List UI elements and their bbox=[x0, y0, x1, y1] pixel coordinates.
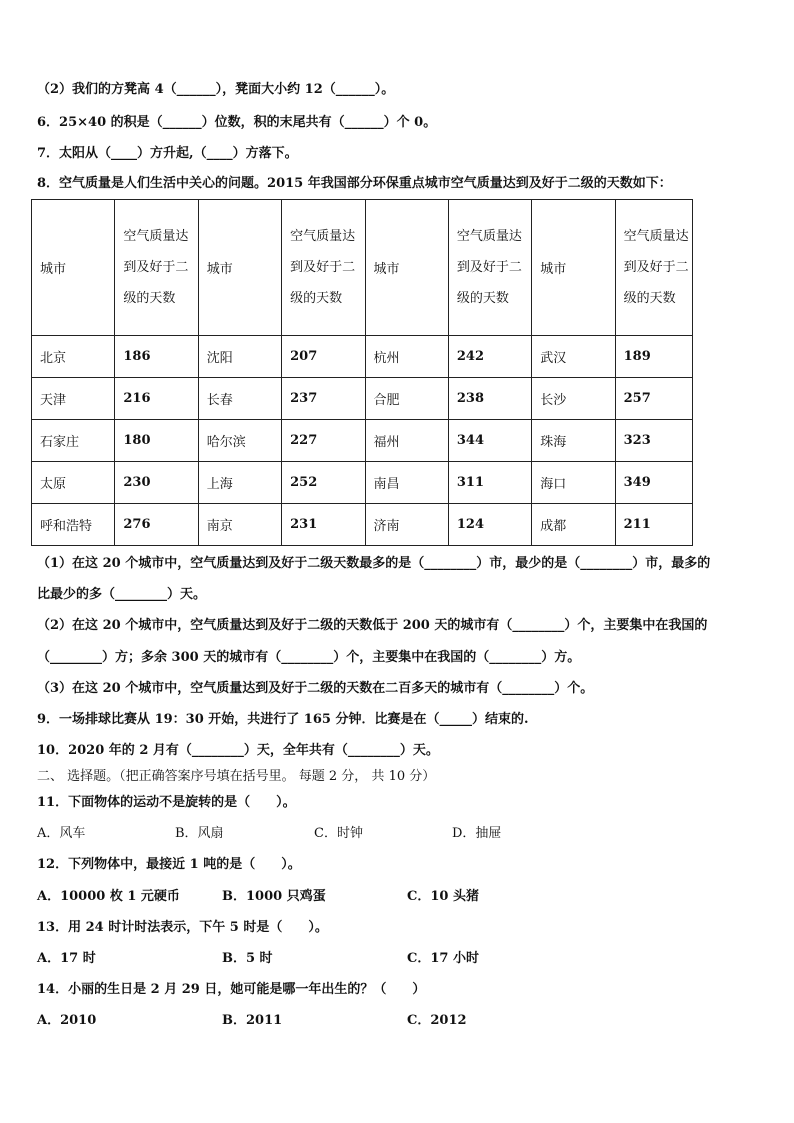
question-10: 10．2020 年的 2 月有（________）天，全年共有（________）天。 bbox=[37, 743, 439, 758]
q13-option-a: A．17 时 bbox=[37, 951, 96, 966]
days-cell: 216 bbox=[115, 378, 198, 420]
header-city: 城市 bbox=[198, 200, 281, 336]
city-cell: 珠海 bbox=[532, 420, 615, 462]
table-row bbox=[32, 420, 693, 462]
days-cell: 238 bbox=[448, 378, 531, 420]
header-days: 空气质量达到及好于二级的天数 bbox=[615, 200, 692, 336]
header-days: 空气质量达到及好于二级的天数 bbox=[115, 200, 198, 336]
days-cell: 207 bbox=[282, 336, 365, 378]
q11-option-a: A．风车 bbox=[37, 826, 86, 841]
question-14: 14．小丽的生日是 2 月 29 日，她可能是哪一年出生的？（ ） bbox=[37, 982, 426, 997]
question-9: 9．一场排球比赛从 19：30 开始，共进行了 165 分钟．比赛是在（_____）结束的. bbox=[37, 712, 529, 727]
table-header-row bbox=[32, 200, 693, 336]
city-cell: 沈阳 bbox=[198, 336, 281, 378]
header-city: 城市 bbox=[32, 200, 115, 336]
days-cell: 186 bbox=[115, 336, 198, 378]
question-8: 8．空气质量是人们生活中关心的问题。2015 年我国部分环保重点城市空气质量达到及好于二级的天数如下： bbox=[37, 176, 672, 191]
section-2-heading: 二、 选择题。（把正确答案序号填在括号里。 每题 2 分， 共 10 分） bbox=[37, 769, 436, 784]
q14-option-c: C．2012 bbox=[407, 1013, 467, 1028]
question-8-part-3: （3）在这 20 个城市中，空气质量达到及好于二级的天数在二百多天的城市有（________）个。 bbox=[37, 681, 594, 696]
days-cell: 180 bbox=[115, 420, 198, 462]
city-cell: 杭州 bbox=[365, 336, 448, 378]
header-city: 城市 bbox=[532, 200, 615, 336]
days-cell: 231 bbox=[282, 504, 365, 546]
table-row bbox=[32, 336, 693, 378]
city-cell: 武汉 bbox=[532, 336, 615, 378]
header-days: 空气质量达到及好于二级的天数 bbox=[448, 200, 531, 336]
days-cell: 237 bbox=[282, 378, 365, 420]
question-8-part-2a: （2）在这 20 个城市中，空气质量达到及好于二级的天数低于 200 天的城市有（________）个，主要集中在我国的 bbox=[37, 618, 708, 633]
city-cell: 上海 bbox=[198, 462, 281, 504]
q11-option-d: D．抽屉 bbox=[452, 826, 502, 841]
question-8-part-1b: 比最少的多（________）天。 bbox=[37, 587, 207, 602]
days-cell: 242 bbox=[448, 336, 531, 378]
q14-option-b: B．2011 bbox=[222, 1013, 283, 1028]
city-cell: 哈尔滨 bbox=[198, 420, 281, 462]
q12-option-a: A．10000 枚 1 元硬币 bbox=[37, 889, 180, 904]
city-cell: 福州 bbox=[365, 420, 448, 462]
q13-option-c: C．17 小时 bbox=[407, 951, 479, 966]
days-cell: 257 bbox=[615, 378, 692, 420]
city-cell: 天津 bbox=[32, 378, 115, 420]
days-cell: 323 bbox=[615, 420, 692, 462]
city-cell: 海口 bbox=[532, 462, 615, 504]
days-cell: 276 bbox=[115, 504, 198, 546]
q14-option-a: A．2010 bbox=[37, 1013, 97, 1028]
table-row bbox=[32, 462, 693, 504]
city-cell: 长沙 bbox=[532, 378, 615, 420]
days-cell: 252 bbox=[282, 462, 365, 504]
q11-option-b: B．风扇 bbox=[175, 826, 224, 841]
city-cell: 成都 bbox=[532, 504, 615, 546]
q12-option-b: B．1000 只鸡蛋 bbox=[222, 889, 326, 904]
q13-option-b: B．5 时 bbox=[222, 951, 273, 966]
city-cell: 济南 bbox=[365, 504, 448, 546]
days-cell: 230 bbox=[115, 462, 198, 504]
days-cell: 124 bbox=[448, 504, 531, 546]
air-quality-table bbox=[31, 199, 693, 546]
days-cell: 344 bbox=[448, 420, 531, 462]
city-cell: 长春 bbox=[198, 378, 281, 420]
question-6: 6．25×40 的积是（______）位数，积的末尾共有（______）个 0。 bbox=[37, 115, 437, 130]
city-cell: 石家庄 bbox=[32, 420, 115, 462]
city-cell: 太原 bbox=[32, 462, 115, 504]
days-cell: 311 bbox=[448, 462, 531, 504]
days-cell: 189 bbox=[615, 336, 692, 378]
question-13: 13．用 24 时计时法表示，下午 5 时是（ ）。 bbox=[37, 920, 328, 935]
q11-option-c: C．时钟 bbox=[314, 826, 363, 841]
table-row bbox=[32, 504, 693, 546]
days-cell: 227 bbox=[282, 420, 365, 462]
days-cell: 211 bbox=[615, 504, 692, 546]
question-5-part-2: （2）我们的方凳高 4（______），凳面大小约 12（______）。 bbox=[37, 82, 395, 97]
city-cell: 合肥 bbox=[365, 378, 448, 420]
city-cell: 呼和浩特 bbox=[32, 504, 115, 546]
q12-option-c: C．10 头猪 bbox=[407, 889, 479, 904]
city-cell: 南昌 bbox=[365, 462, 448, 504]
question-7: 7．太阳从（____）方升起,（____）方落下。 bbox=[37, 146, 298, 161]
days-cell: 349 bbox=[615, 462, 692, 504]
city-cell: 北京 bbox=[32, 336, 115, 378]
header-city: 城市 bbox=[365, 200, 448, 336]
table-row bbox=[32, 378, 693, 420]
question-8-part-1a: （1）在这 20 个城市中，空气质量达到及好于二级天数最多的是（________）市，最少的是（________）市，最多的 bbox=[37, 556, 711, 571]
question-8-part-2b: （________）方；多余 300 天的城市有（________）个，主要集中在我国的（________）方。 bbox=[37, 650, 581, 665]
question-11: 11．下面物体的运动不是旋转的是（ ）。 bbox=[37, 795, 296, 810]
question-12: 12．下列物体中，最接近 1 吨的是（ ）。 bbox=[37, 857, 301, 872]
city-cell: 南京 bbox=[198, 504, 281, 546]
header-days: 空气质量达到及好于二级的天数 bbox=[282, 200, 365, 336]
